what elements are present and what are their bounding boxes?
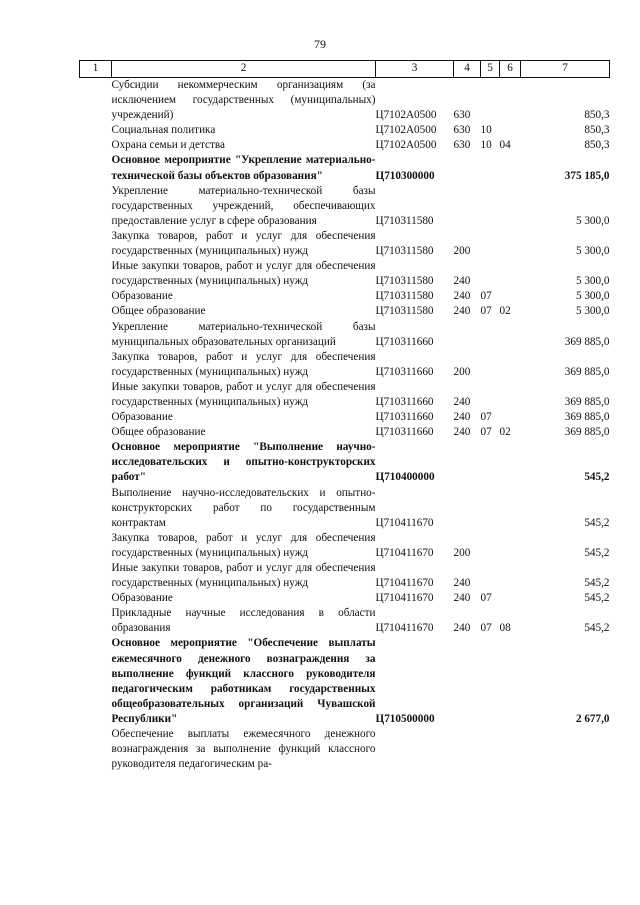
row-subsection [500, 380, 521, 410]
row-col-1 [80, 486, 112, 531]
row-name: Образование [111, 592, 173, 605]
table-row [80, 229, 610, 259]
row-section [481, 153, 500, 183]
row-name: Иные закупки товаров, работ и услуг для обеспечения государственных (муниципальных) нужд [111, 380, 376, 408]
row-code: Ц7102А0500 [375, 109, 437, 122]
table-row [80, 138, 610, 153]
row-expense-type [454, 486, 481, 531]
row-amount: 369 885,0 [564, 365, 610, 378]
row-amount: 545,2 [584, 546, 610, 559]
col-header-5: 5 [481, 61, 500, 78]
row-name: Укрепление материально-технической базы государственных учреждений, обеспечивающих предоставление услуг в сфере образования [111, 184, 376, 227]
row-col-1 [80, 591, 112, 606]
row-code: Ц710300000 [375, 169, 435, 182]
row-code: Ц710411670 [375, 516, 434, 529]
row-expense-type [454, 636, 481, 727]
row-amount: 545,2 [584, 577, 610, 590]
row-section [481, 440, 500, 485]
table-row [80, 591, 610, 606]
row-subsection [500, 636, 521, 727]
row-name: Субсидии некоммерческим организациям (за исключением государственных (муниципальных) учреждений) [111, 79, 376, 122]
row-expense-type: 240 [453, 275, 471, 288]
row-section [481, 561, 500, 591]
row-expense-type: 630 [453, 139, 471, 152]
row-name: Закупка товаров, работ и услуг для обеспечения государственных (муниципальных) нужд [111, 350, 376, 378]
row-section: 07 [480, 290, 492, 303]
row-expense-type [454, 440, 481, 485]
row-section: 07 [480, 411, 492, 424]
table-row [80, 320, 610, 350]
row-subsection [500, 184, 521, 229]
table-row [80, 123, 610, 138]
row-expense-type: 240 [453, 305, 471, 318]
row-amount: 5 300,0 [575, 245, 610, 258]
row-subsection [500, 123, 521, 138]
row-amount: 850,3 [584, 139, 610, 152]
row-expense-type: 240 [453, 395, 471, 408]
row-col-1 [80, 123, 112, 138]
col-header-2: 2 [112, 61, 376, 78]
row-code [376, 727, 454, 772]
row-name: Иные закупки товаров, работ и услуг для обеспечения государственных (муниципальных) нужд [111, 562, 376, 590]
row-expense-type: 200 [453, 245, 471, 258]
row-col-1 [80, 304, 112, 319]
row-subsection [500, 289, 521, 304]
row-amount: 375 185,0 [564, 169, 610, 182]
col-header-4: 4 [454, 61, 481, 78]
row-col-1 [80, 229, 112, 259]
row-code: Ц7102А0500 [375, 124, 437, 137]
row-section: 07 [480, 592, 492, 605]
row-col-1 [80, 289, 112, 304]
row-section: 07 [480, 305, 492, 318]
row-amount: 369 885,0 [564, 426, 610, 439]
row-name: Основное мероприятие "Выполнение научно-исследовательских и опытно-конструкторских работ" [111, 441, 376, 484]
table-row [80, 636, 610, 727]
table-row [80, 350, 610, 380]
row-expense-type: 240 [453, 426, 471, 439]
row-code: Ц710311580 [375, 245, 434, 258]
row-subsection [500, 259, 521, 289]
row-subsection [500, 486, 521, 531]
col-header-6: 6 [500, 61, 521, 78]
row-amount: 369 885,0 [564, 395, 610, 408]
row-col-1 [80, 440, 112, 485]
row-name: Образование [111, 290, 173, 303]
row-section [481, 350, 500, 380]
row-expense-type: 240 [453, 592, 471, 605]
row-expense-type: 240 [453, 290, 471, 303]
row-name: Основное мероприятие "Укрепление материально-технической базы объектов образования" [111, 154, 376, 182]
table-row [80, 561, 610, 591]
row-section: 07 [480, 622, 492, 635]
table-row [80, 153, 610, 183]
row-section [481, 259, 500, 289]
row-subsection: 04 [499, 139, 511, 152]
row-col-1 [80, 320, 112, 350]
row-amount: 545,2 [584, 471, 610, 484]
table-row [80, 727, 610, 772]
row-code: Ц710411670 [375, 592, 434, 605]
table-body [80, 78, 610, 773]
row-name: Общее образование [111, 305, 206, 318]
row-subsection [500, 320, 521, 350]
row-subsection [500, 153, 521, 183]
row-col-1 [80, 561, 112, 591]
row-amount: 2 677,0 [575, 712, 610, 725]
row-col-1 [80, 350, 112, 380]
row-subsection [500, 440, 521, 485]
row-code: Ц710311580 [375, 305, 434, 318]
row-code: Ц710311580 [375, 275, 434, 288]
row-name: Выполнение научно-исследовательских и опытно-конструкторских работ по государственным контрактам [111, 486, 376, 529]
row-col-1 [80, 259, 112, 289]
row-section [481, 184, 500, 229]
row-subsection [500, 591, 521, 606]
row-code: Ц7102А0500 [375, 139, 437, 152]
row-code: Ц710411670 [375, 546, 434, 559]
row-amount: 5 300,0 [575, 275, 610, 288]
row-section [481, 486, 500, 531]
row-subsection: 08 [499, 622, 511, 635]
row-amount: 5 300,0 [575, 290, 610, 303]
row-code: Ц710311660 [375, 411, 434, 424]
row-col-1 [80, 153, 112, 183]
table-row [80, 486, 610, 531]
table-row [80, 289, 610, 304]
row-amount: 369 885,0 [564, 335, 610, 348]
row-col-1 [80, 410, 112, 425]
row-subsection [500, 410, 521, 425]
table-row [80, 410, 610, 425]
row-code: Ц710311580 [375, 290, 434, 303]
row-name: Прикладные научные исследования в области образования [111, 607, 376, 635]
table-row [80, 425, 610, 440]
row-subsection [500, 531, 521, 561]
row-code: Ц710411670 [375, 622, 434, 635]
row-code: Ц710311660 [375, 426, 434, 439]
row-code: Ц710400000 [375, 471, 435, 484]
table-row [80, 606, 610, 636]
row-subsection [500, 727, 521, 772]
row-amount [521, 727, 610, 772]
row-subsection [500, 350, 521, 380]
table-row [80, 304, 610, 319]
table-row [80, 440, 610, 485]
row-name: Общее образование [111, 426, 206, 439]
col-header-3: 3 [376, 61, 454, 78]
row-section [481, 531, 500, 561]
row-col-1 [80, 636, 112, 727]
page-number: 79 [314, 37, 326, 51]
row-name: Основное мероприятие "Обеспечение выплаты ежемесячного денежного вознаграждения за выполнение функций классного руководителя педагогическим работникам государственных общеобразовательных организаций Чувашской Республики" [111, 637, 376, 725]
row-col-1 [80, 138, 112, 153]
row-expense-type: 200 [453, 546, 471, 559]
row-expense-type [454, 153, 481, 183]
row-amount: 850,3 [584, 109, 610, 122]
table-row [80, 259, 610, 289]
row-amount: 545,2 [584, 622, 610, 635]
row-code: Ц710311660 [375, 335, 434, 348]
row-section: 10 [480, 139, 492, 152]
budget-table [79, 60, 610, 772]
row-section [481, 78, 500, 124]
header-row [80, 61, 610, 78]
row-name: Закупка товаров, работ и услуг для обеспечения государственных (муниципальных) нужд [111, 229, 376, 258]
table-row [80, 184, 610, 229]
row-col-1 [80, 78, 112, 124]
row-expense-type: 200 [453, 365, 471, 378]
row-name: Образование [111, 411, 173, 424]
table-row [80, 531, 610, 561]
row-expense-type [454, 727, 481, 772]
row-section [481, 727, 500, 772]
row-name: Обеспечение выплаты ежемесячного денежного вознаграждения за выполнение функций классного руководителя педагогическим ра- [111, 728, 376, 771]
row-section [481, 380, 500, 410]
row-name: Иные закупки товаров, работ и услуг для обеспечения государственных (муниципальных) нужд [111, 260, 376, 288]
row-section [481, 320, 500, 350]
col-header-7: 7 [521, 61, 610, 78]
row-col-1 [80, 425, 112, 440]
row-amount: 545,2 [584, 592, 610, 605]
row-col-1 [80, 380, 112, 410]
row-name: Социальная политика [111, 124, 216, 137]
row-amount: 850,3 [584, 124, 610, 137]
table-row [80, 78, 610, 124]
row-name: Закупка товаров, работ и услуг для обеспечения государственных (муниципальных) нужд [111, 531, 376, 559]
row-name: Охрана семьи и детства [111, 139, 225, 152]
row-amount: 5 300,0 [575, 305, 610, 318]
table-row [80, 380, 610, 410]
row-section [481, 636, 500, 727]
row-section [481, 229, 500, 259]
row-section: 10 [480, 124, 492, 137]
row-subsection [500, 561, 521, 591]
row-code: Ц710311580 [375, 214, 434, 227]
row-expense-type: 240 [453, 577, 471, 590]
row-code: Ц710500000 [375, 712, 435, 725]
row-subsection [500, 229, 521, 259]
row-amount: 5 300,0 [575, 214, 610, 227]
row-expense-type [454, 320, 481, 350]
row-col-1 [80, 531, 112, 561]
row-expense-type: 240 [453, 622, 471, 635]
row-expense-type: 240 [453, 411, 471, 424]
row-expense-type [454, 184, 481, 229]
row-subsection: 02 [499, 426, 511, 439]
row-subsection [500, 78, 521, 124]
row-expense-type: 630 [453, 109, 471, 122]
row-section: 07 [480, 426, 492, 439]
row-col-1 [80, 184, 112, 229]
row-amount: 545,2 [584, 516, 610, 529]
row-name: Укрепление материально-технической базы муниципальных образовательных организаций [111, 320, 376, 348]
row-code: Ц710311660 [375, 395, 434, 408]
row-subsection: 02 [499, 305, 511, 318]
row-amount: 369 885,0 [564, 411, 610, 424]
row-expense-type: 630 [453, 124, 471, 137]
row-code: Ц710411670 [375, 577, 434, 590]
row-col-1 [80, 727, 112, 772]
row-code: Ц710311660 [375, 365, 434, 378]
row-col-1 [80, 606, 112, 636]
col-header-1: 1 [80, 61, 112, 78]
